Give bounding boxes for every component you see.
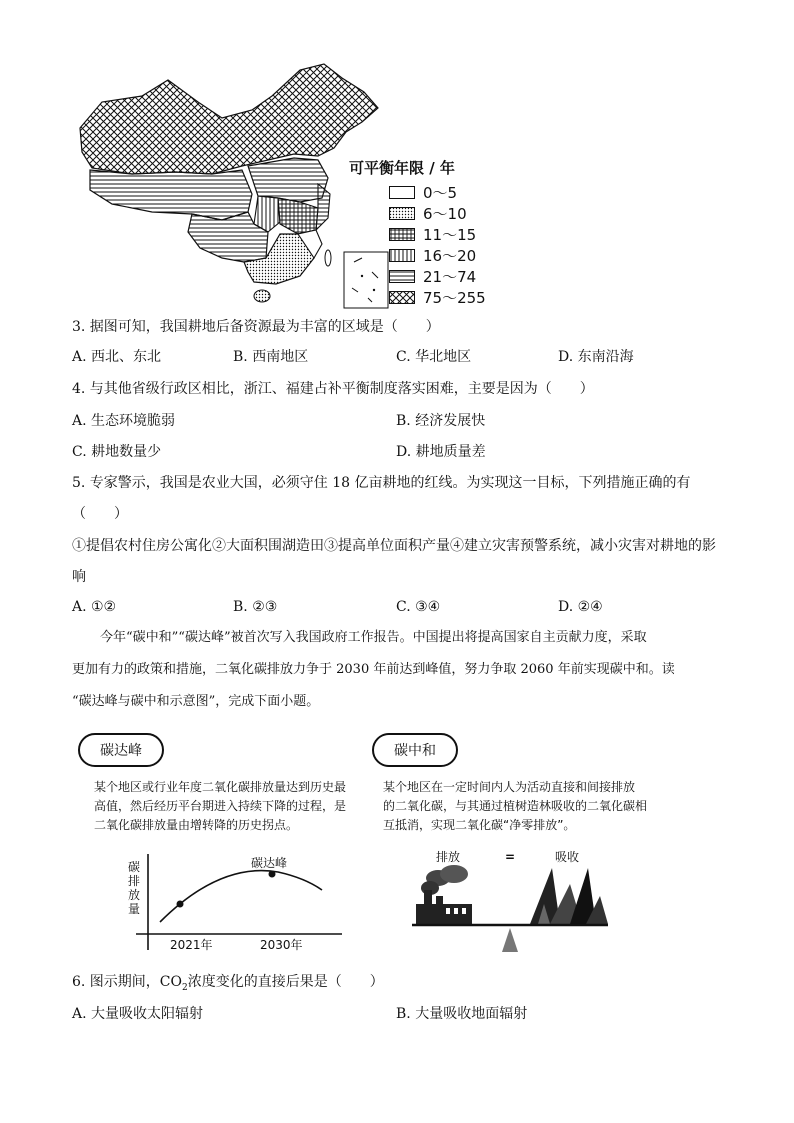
q5-items: ①提倡农村住房公寓化②大面积围湖造田③提高单位面积产量④建立灾害预警系统，减小灾害对耕地的影 (72, 538, 716, 554)
carbon-peak-text (94, 778, 346, 835)
passage-line-3: “碳达峰与碳中和示意图”，完成下面小题。 (72, 694, 320, 709)
balance-fulcrum (502, 928, 518, 952)
absorb-label: 吸收 (555, 850, 580, 864)
text-line: 互抵消，实现二氧化碳“净零排放”。 (383, 818, 576, 832)
legend-swatch-crosshatch (389, 291, 415, 304)
carbon-peak-title: 碳达峰 (78, 733, 164, 767)
legend-swatch-horizontal (389, 270, 415, 283)
equals-sign: = (505, 850, 516, 864)
legend-row-2 (389, 224, 499, 245)
legend-row-1 (389, 203, 499, 224)
map-region-tibet (90, 170, 252, 220)
legend-row-0 (389, 182, 499, 203)
text-line: 高值，然后经历平台期进入持续下降的过程，是 (94, 799, 347, 813)
emission-curve-graph (120, 852, 350, 957)
legend-label: 16～20 (423, 247, 477, 265)
legend-swatch-grid (389, 228, 415, 241)
q6-stem-sub: 2 (182, 982, 188, 993)
passage-line-2: 更加有力的政策和措施，二氧化碳排放力争于 2030 年前达到峰值，努力争取 2060 年前实现碳中和。读 (72, 662, 675, 677)
text-line: 某个地区或行业年度二氧化碳排放量达到历史最 (94, 780, 347, 794)
y-label-char: 放 (128, 888, 141, 902)
q4-option-b[interactable]: B. 经济发展快 (396, 413, 486, 429)
map-hainan (254, 290, 270, 302)
emission-label: 排放 (436, 850, 461, 864)
q6-option-b[interactable]: B. 大量吸收地面辐射 (396, 1006, 528, 1022)
q4-option-d[interactable]: D. 耕地质量差 (396, 444, 486, 460)
q3-option-d[interactable]: D. 东南沿海 (558, 349, 634, 365)
carbon-neutral-title: 碳中和 (372, 733, 458, 767)
q5-option-d[interactable]: D. ②④ (558, 599, 603, 615)
map-region-northwest (80, 64, 378, 174)
q5-option-c[interactable]: C. ③④ (396, 599, 441, 615)
text-line: 的二氧化碳，与其通过植树造林吸收的二氧化碳相 (383, 799, 648, 813)
y-label-char: 排 (128, 874, 141, 888)
balance-illustration (410, 862, 610, 954)
legend-swatch-blank (389, 186, 415, 199)
passage (72, 622, 732, 718)
q5-items-cont: 响 (72, 569, 86, 585)
q3-option-b[interactable]: B. 西南地区 (233, 349, 309, 365)
y-label-char: 碳 (128, 860, 141, 874)
map-legend (349, 157, 499, 308)
point-2030 (269, 871, 276, 878)
map-region-east (316, 184, 330, 230)
legend-row-3 (389, 245, 499, 266)
legend-label: 0～5 (423, 184, 458, 202)
forest-icon (530, 868, 608, 924)
passage-line-1: 今年“碳中和”“碳达峰”被首次写入我国政府工作报告。中国提出将提高国家自主贡献力度，采取 (100, 630, 647, 645)
legend-label: 6～10 (423, 205, 467, 223)
point-2021 (177, 901, 184, 908)
q3-option-a[interactable]: A. 西北、东北 (72, 349, 162, 365)
legend-label: 11～15 (423, 226, 477, 244)
q6-stem-suffix: 浓度变化的直接后果是（ ） (187, 974, 384, 990)
china-map (72, 62, 392, 310)
text-line: 二氧化碳排放量由增转降的历史拐点。 (94, 818, 299, 832)
q5-option-b[interactable]: B. ②③ (233, 599, 278, 615)
q5-option-a[interactable]: A. ①② (72, 599, 117, 615)
y-axis-label (128, 860, 142, 916)
factory-icon (416, 865, 472, 924)
q5-stem: 5. 专家警示，我国是农业大国，必须守住 18 亿亩耕地的红线。为实现这一目标，下列措施正确的有 (72, 475, 691, 491)
map-taiwan (325, 250, 331, 266)
x-tick-2030: 2030年 (260, 938, 303, 952)
legend-swatch-dots (389, 207, 415, 220)
y-label-char: 量 (128, 902, 141, 916)
q4-option-a[interactable]: A. 生态环境脆弱 (72, 413, 176, 429)
legend-label: 75～255 (423, 289, 486, 307)
map-region-north (248, 158, 328, 202)
text-line: 某个地区在一定时间内人为活动直接和间接排放 (383, 780, 636, 794)
legend-label: 21～74 (423, 268, 477, 286)
q4-stem: 4. 与其他省级行政区相比，浙江、福建占补平衡制度落实困难，主要是因为（ ） (72, 381, 594, 397)
q5-stem-cont: （ ） (72, 506, 128, 522)
emission-curve (160, 871, 322, 922)
carbon-neutral-text (383, 778, 647, 835)
map-region-central-b (278, 198, 318, 234)
q3-option-c[interactable]: C. 华北地区 (396, 349, 472, 365)
legend-swatch-vertical (389, 249, 415, 262)
q6-stem-prefix: 6. 图示期间，CO (72, 974, 182, 990)
x-tick-2021: 2021年 (170, 938, 213, 952)
legend-row-4 (389, 266, 499, 287)
legend-title: 可平衡年限 / 年 (349, 159, 455, 177)
q3-stem: 3. 据图可知，我国耕地后备资源最为丰富的区域是（ ） (72, 319, 440, 335)
q4-option-c[interactable]: C. 耕地数量少 (72, 444, 162, 460)
q6-stem (72, 973, 384, 997)
q6-option-a[interactable]: A. 大量吸收太阳辐射 (72, 1006, 204, 1022)
curve-label: 碳达峰 (251, 856, 288, 870)
legend-row-5 (389, 287, 499, 308)
